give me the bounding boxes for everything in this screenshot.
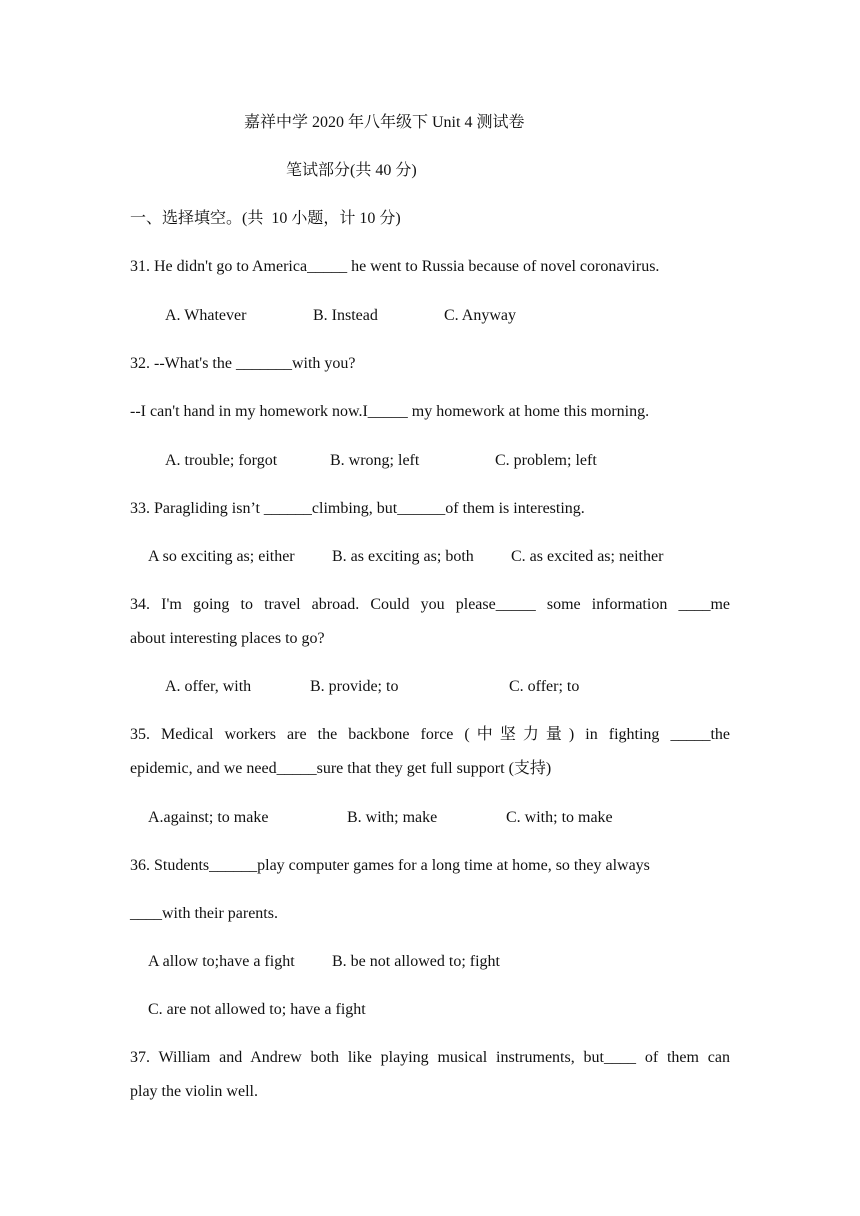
question-32-option-a: A. trouble; forgot <box>165 452 278 469</box>
question-37-line-1: 37. William and Andrew both like playing musical instruments, but____ of them can <box>130 1049 730 1066</box>
question-32-option-b: B. wrong; left <box>330 452 420 469</box>
question-35-option-a: A.against; to make <box>148 809 269 826</box>
question-36-line-2: ____with their parents. <box>130 905 278 922</box>
question-36-option-c: C. are not allowed to; have a fight <box>148 1001 366 1018</box>
question-36-option-a: A allow to;have a fight <box>148 953 295 970</box>
question-32-line-1: 32. --What's the _______with you? <box>130 355 356 372</box>
question-34-line-1: 34. I'm going to travel abroad. Could you please_____ some information ____me <box>130 596 730 613</box>
question-35-option-b: B. with; make <box>347 809 438 826</box>
question-34-option-c: C. offer; to <box>509 678 580 695</box>
question-31-option-c: C. Anyway <box>444 307 516 324</box>
question-31-option-b: B. Instead <box>313 307 378 324</box>
question-34-option-b: B. provide; to <box>310 678 399 695</box>
question-31-line-1: 31. He didn't go to America_____ he went to Russia because of novel coronavirus. <box>130 258 660 275</box>
question-35-line-2: epidemic, and we need_____sure that they get full support (支持) <box>130 760 552 777</box>
question-33-option-a: A so exciting as; either <box>148 548 295 565</box>
exam-title: 嘉祥中学 2020 年八年级下 Unit 4 测试卷 <box>244 114 525 131</box>
question-36-line-1: 36. Students______play computer games for a long time at home, so they always <box>130 857 650 874</box>
question-31-option-a: A. Whatever <box>165 307 247 324</box>
question-32-line-2: --I can't hand in my homework now.I_____ my homework at home this morning. <box>130 403 650 420</box>
question-34-option-a: A. offer, with <box>165 678 252 695</box>
question-32-option-c: C. problem; left <box>495 452 597 469</box>
question-33-line-1: 33. Paragliding isn’t ______climbing, but______of them is interesting. <box>130 500 585 517</box>
question-35-line-1: 35. Medical workers are the backbone force (中坚力量) in fighting _____the <box>130 726 730 743</box>
question-33-option-b: B. as exciting as; both <box>332 548 474 565</box>
question-36-option-b: B. be not allowed to; fight <box>332 953 500 970</box>
exam-subtitle: 笔试部分(共 40 分) <box>286 162 417 179</box>
question-34-line-2: about interesting places to go? <box>130 630 325 647</box>
question-35-option-c: C. with; to make <box>506 809 613 826</box>
question-37-line-2: play the violin well. <box>130 1083 258 1100</box>
section-heading: 一、选择填空。(共 10 小题，计 10 分) <box>130 210 401 227</box>
question-33-option-c: C. as excited as; neither <box>511 548 664 565</box>
